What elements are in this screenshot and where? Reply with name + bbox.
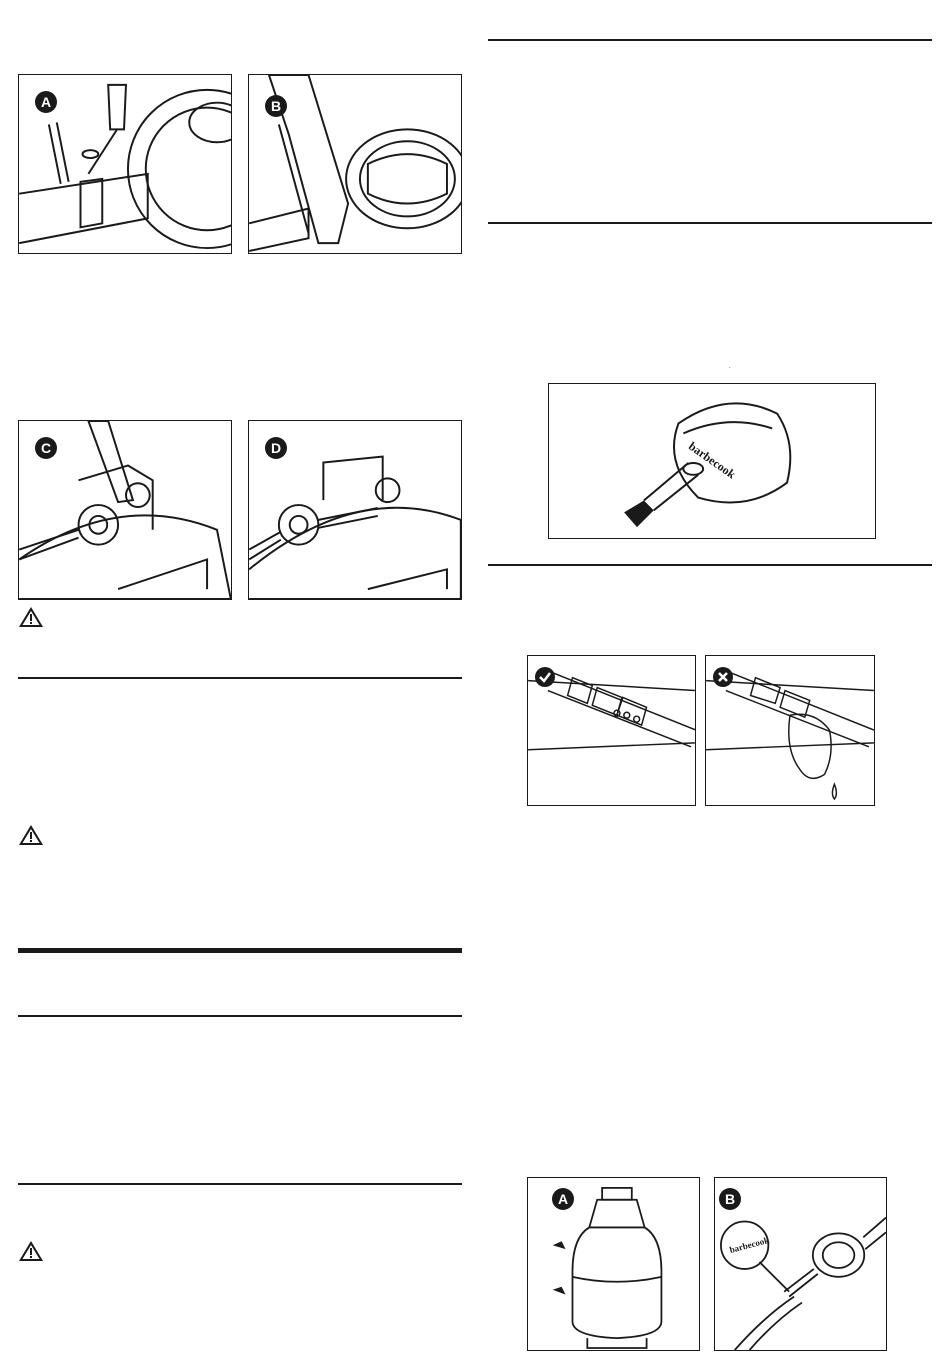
warning-icon — [18, 606, 44, 628]
section-divider — [18, 677, 462, 679]
figure-label: D — [265, 437, 287, 459]
figure-label: C — [35, 437, 57, 459]
figure-leak-test-brush — [548, 383, 876, 539]
brand-logo: barbecook — [728, 1234, 771, 1256]
warning-icon — [18, 1240, 44, 1262]
check-icon — [534, 666, 556, 688]
figure-label: A — [552, 1188, 574, 1210]
figure-label: B — [719, 1188, 741, 1210]
figure-d-connect — [248, 420, 462, 600]
figure-b-leak-check-hose — [714, 1177, 887, 1351]
section-divider — [488, 564, 932, 566]
section-divider — [488, 39, 932, 41]
figure-leak-incorrect — [705, 655, 875, 806]
figure-a-gas-cylinder — [527, 1177, 700, 1351]
figure-c-wrench — [18, 420, 232, 600]
section-divider — [488, 222, 932, 224]
figure-b-regulator — [248, 74, 462, 254]
figure-label: B — [265, 95, 287, 117]
figure-leak-correct — [527, 655, 696, 806]
brand-logo: barbecook — [685, 439, 739, 482]
warning-icon — [18, 824, 44, 846]
section-divider — [18, 1015, 462, 1017]
figure-label: A — [35, 91, 57, 113]
chapter-divider — [18, 948, 462, 953]
hose-leak-check-illustration — [715, 1178, 886, 1350]
section-divider — [18, 1183, 462, 1185]
figure-a-hose-clamp — [18, 74, 232, 254]
cross-icon — [712, 666, 734, 688]
stray-mark: . — [729, 364, 731, 370]
